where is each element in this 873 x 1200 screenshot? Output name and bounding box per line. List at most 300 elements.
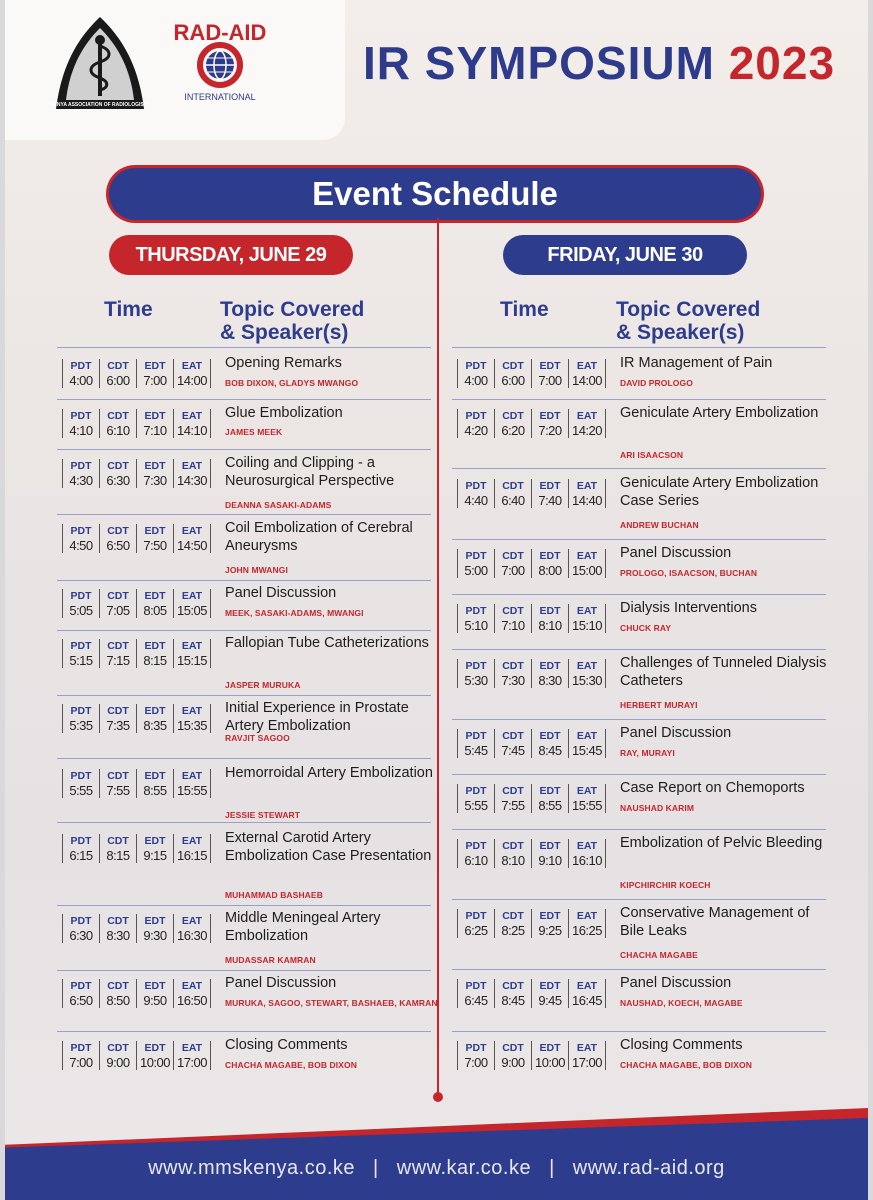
time-cell-edt xyxy=(531,359,568,388)
timezone-label: EAT xyxy=(576,410,598,422)
schedule-row xyxy=(457,475,837,545)
session-speakers: DEANNA SASAKI-ADAMS xyxy=(225,500,332,510)
timezone-label: CDT xyxy=(107,835,129,847)
time-value: 7:00 xyxy=(538,373,562,388)
time-cell-pdt xyxy=(457,909,494,938)
time-cell-cdt xyxy=(99,409,136,438)
time-cell-pdt xyxy=(62,704,99,733)
timezone-label: EAT xyxy=(181,640,203,652)
time-cell-eat xyxy=(173,1041,211,1070)
time-value: 6:20 xyxy=(501,423,525,438)
time-cell-pdt xyxy=(457,839,494,868)
time-grid xyxy=(457,479,606,508)
timezone-label: EDT xyxy=(539,840,561,852)
time-cell-cdt xyxy=(99,1041,136,1070)
time-cell-cdt xyxy=(494,1041,531,1070)
timezone-label: CDT xyxy=(107,640,129,652)
timezone-label: PDT xyxy=(465,550,487,562)
row-separator xyxy=(57,514,431,515)
timezone-label: EDT xyxy=(144,835,166,847)
time-value: 6:30 xyxy=(106,473,130,488)
time-value: 7:20 xyxy=(538,423,562,438)
session-topic: Closing Comments xyxy=(225,1037,348,1053)
time-value: 16:45 xyxy=(571,993,603,1008)
time-value: 15:10 xyxy=(571,618,603,633)
time-value: 9:25 xyxy=(538,923,562,938)
radaid-logo-text: RAD-AID xyxy=(173,20,267,45)
time-value: 15:55 xyxy=(571,798,603,813)
session-speakers: JAMES MEEK xyxy=(225,427,283,437)
timezone-label: EDT xyxy=(539,730,561,742)
session-speakers: CHACHA MAGABE, BOB DIXON xyxy=(620,1060,752,1070)
time-value: 5:10 xyxy=(464,618,488,633)
session-speakers: BOB DIXON, GLADYS MWANGO xyxy=(225,378,359,388)
time-cell-edt xyxy=(136,769,173,798)
session-speakers: RAVJIT SAGOO xyxy=(225,733,290,743)
time-cell-pdt xyxy=(62,359,99,388)
timezone-label: EAT xyxy=(181,835,203,847)
time-grid xyxy=(62,359,211,388)
time-value: 8:10 xyxy=(538,618,562,633)
schedule-row xyxy=(62,700,442,770)
time-grid xyxy=(62,1041,211,1070)
day-label-thursday: THURSDAY, JUNE 29 xyxy=(109,235,353,275)
kar-logo-icon xyxy=(50,14,150,116)
session-topic: Coiling and Clipping - a Neurosurgical Perspective xyxy=(225,455,395,489)
time-grid xyxy=(457,729,606,758)
time-cell-edt xyxy=(531,659,568,688)
session-speakers: MUHAMMAD BASHAEB xyxy=(225,890,323,900)
schedule-row xyxy=(457,975,837,1045)
logo-panel xyxy=(5,0,345,140)
time-grid xyxy=(62,979,211,1008)
time-value: 15:55 xyxy=(176,783,208,798)
time-cell-edt xyxy=(531,549,568,578)
time-cell-eat xyxy=(173,834,211,863)
row-separator xyxy=(57,758,431,759)
time-value: 7:00 xyxy=(501,563,525,578)
time-value: 15:45 xyxy=(571,743,603,758)
timezone-label: EDT xyxy=(144,410,166,422)
time-cell-edt xyxy=(531,479,568,508)
time-cell-eat xyxy=(568,604,606,633)
time-cell-eat xyxy=(173,639,211,668)
timezone-label: EAT xyxy=(181,915,203,927)
row-separator xyxy=(452,719,826,720)
time-cell-edt xyxy=(136,359,173,388)
timezone-label: EDT xyxy=(144,360,166,372)
time-value: 9:15 xyxy=(143,848,167,863)
topic-header-thursday xyxy=(220,298,364,344)
time-cell-edt xyxy=(531,409,568,438)
time-value: 8:30 xyxy=(538,673,562,688)
time-value: 4:30 xyxy=(69,473,93,488)
time-value: 14:50 xyxy=(176,538,208,553)
time-grid xyxy=(457,659,606,688)
timezone-label: CDT xyxy=(502,550,524,562)
timezone-label: PDT xyxy=(70,460,92,472)
time-cell-cdt xyxy=(99,769,136,798)
time-cell-edt xyxy=(136,834,173,863)
time-value: 6:15 xyxy=(69,848,93,863)
timezone-label: PDT xyxy=(70,835,92,847)
session-topic: Glue Embolization xyxy=(225,405,343,421)
timezone-label: PDT xyxy=(70,770,92,782)
timezone-label: PDT xyxy=(70,410,92,422)
session-topic: Challenges of Tunneled Dialysis Catheters xyxy=(620,655,827,689)
time-value: 9:30 xyxy=(143,928,167,943)
time-cell-eat xyxy=(568,784,606,813)
time-cell-eat xyxy=(568,409,606,438)
time-cell-pdt xyxy=(62,639,99,668)
session-speakers: MEEK, SASAKI-ADAMS, MWANGI xyxy=(225,608,364,618)
time-cell-cdt xyxy=(494,784,531,813)
time-grid xyxy=(457,909,606,938)
timezone-label: CDT xyxy=(502,840,524,852)
page-title xyxy=(363,37,836,89)
title-main: IR SYMPOSIUM xyxy=(363,37,715,89)
day-label-friday: FRIDAY, JUNE 30 xyxy=(503,235,747,275)
time-cell-edt xyxy=(136,409,173,438)
time-value: 7:30 xyxy=(143,473,167,488)
title-year: 2023 xyxy=(728,37,836,89)
timezone-label: EDT xyxy=(539,410,561,422)
time-cell-eat xyxy=(173,704,211,733)
time-value: 5:30 xyxy=(464,673,488,688)
timezone-label: CDT xyxy=(502,910,524,922)
timezone-label: EAT xyxy=(576,1042,598,1054)
time-value: 5:00 xyxy=(464,563,488,578)
timezone-label: PDT xyxy=(70,360,92,372)
time-value: 8:30 xyxy=(106,928,130,943)
time-cell-edt xyxy=(531,784,568,813)
time-value: 7:45 xyxy=(501,743,525,758)
time-value: 8:35 xyxy=(143,718,167,733)
timezone-label: EAT xyxy=(181,770,203,782)
session-topic: Dialysis Interventions xyxy=(620,600,757,616)
session-topic: Fallopian Tube Catheterizations xyxy=(225,635,429,651)
timezone-label: EAT xyxy=(576,840,598,852)
footer-link-mmskenya[interactable]: www.mmskenya.co.ke xyxy=(148,1157,356,1179)
time-grid xyxy=(62,769,211,798)
row-separator xyxy=(452,468,826,469)
timezone-label: CDT xyxy=(107,980,129,992)
time-value: 6:45 xyxy=(464,993,488,1008)
row-separator xyxy=(57,449,431,450)
timezone-label: EDT xyxy=(144,640,166,652)
time-value: 6:40 xyxy=(501,493,525,508)
row-separator xyxy=(452,829,826,830)
time-cell-cdt xyxy=(99,359,136,388)
row-separator xyxy=(452,649,826,650)
time-cell-pdt xyxy=(62,914,99,943)
time-value: 6:10 xyxy=(464,853,488,868)
time-cell-pdt xyxy=(457,359,494,388)
session-topic: Panel Discussion xyxy=(620,545,732,561)
time-cell-eat xyxy=(173,359,211,388)
time-value: 9:00 xyxy=(501,1055,525,1070)
timezone-label: CDT xyxy=(502,1042,524,1054)
session-speakers: MURUKA, SAGOO, STEWART, BASHAEB, KAMRAN xyxy=(225,998,438,1008)
time-value: 16:30 xyxy=(176,928,208,943)
session-speakers: ANDREW BUCHAN xyxy=(620,520,699,530)
time-value: 16:25 xyxy=(571,923,603,938)
time-cell-cdt xyxy=(494,659,531,688)
timezone-label: PDT xyxy=(465,730,487,742)
time-cell-pdt xyxy=(457,1041,494,1070)
time-cell-pdt xyxy=(457,549,494,578)
session-topic: Geniculate Artery Embolization xyxy=(620,405,819,421)
session-topic: IR Management of Pain xyxy=(620,355,773,371)
session-speakers: CHUCK RAY xyxy=(620,623,672,633)
time-value: 17:00 xyxy=(571,1055,603,1070)
timezone-label: CDT xyxy=(107,460,129,472)
session-speakers: MUDASSAR KAMRAN xyxy=(225,955,316,965)
time-grid xyxy=(62,834,211,863)
row-separator xyxy=(452,347,826,348)
timezone-label: EDT xyxy=(539,1042,561,1054)
time-value: 6:30 xyxy=(69,928,93,943)
time-cell-cdt xyxy=(99,524,136,553)
schedule-row xyxy=(62,830,442,900)
timezone-label: EAT xyxy=(576,550,598,562)
timezone-label: CDT xyxy=(107,1042,129,1054)
time-value: 4:40 xyxy=(464,493,488,508)
row-separator xyxy=(57,970,431,971)
time-value: 8:00 xyxy=(538,563,562,578)
row-separator xyxy=(452,774,826,775)
time-value: 5:15 xyxy=(69,653,93,668)
time-value: 17:00 xyxy=(176,1055,208,1070)
time-value: 14:20 xyxy=(571,423,603,438)
timezone-label: EDT xyxy=(144,915,166,927)
time-cell-pdt xyxy=(62,524,99,553)
timezone-label: EDT xyxy=(144,705,166,717)
time-cell-cdt xyxy=(99,459,136,488)
timezone-label: CDT xyxy=(502,410,524,422)
time-cell-pdt xyxy=(457,604,494,633)
footer-link-kar[interactable]: www.kar.co.ke xyxy=(396,1157,532,1179)
timezone-label: PDT xyxy=(465,1042,487,1054)
topic-header-line2: & Speaker(s) xyxy=(616,321,745,344)
session-topic: Closing Comments xyxy=(620,1037,743,1053)
row-separator xyxy=(452,969,826,970)
time-cell-cdt xyxy=(99,834,136,863)
radaid-logo-sub: INTERNATIONAL xyxy=(184,92,256,102)
time-value: 8:15 xyxy=(106,848,130,863)
time-value: 7:00 xyxy=(69,1055,93,1070)
time-value: 8:25 xyxy=(501,923,525,938)
timezone-label: CDT xyxy=(502,980,524,992)
timezone-label: EAT xyxy=(576,605,598,617)
time-cell-pdt xyxy=(62,459,99,488)
time-grid xyxy=(457,979,606,1008)
session-topic: Panel Discussion xyxy=(225,585,337,601)
timezone-label: EAT xyxy=(181,525,203,537)
topic-header-line1: Topic Covered xyxy=(220,298,365,321)
time-cell-eat xyxy=(568,359,606,388)
time-cell-cdt xyxy=(494,409,531,438)
time-grid xyxy=(62,459,211,488)
timezone-label: CDT xyxy=(502,605,524,617)
time-value: 8:10 xyxy=(501,853,525,868)
time-value: 15:35 xyxy=(176,718,208,733)
time-value: 5:55 xyxy=(464,798,488,813)
timezone-label: CDT xyxy=(107,410,129,422)
time-value: 4:10 xyxy=(69,423,93,438)
timezone-label: EAT xyxy=(181,460,203,472)
time-cell-pdt xyxy=(457,979,494,1008)
timezone-label: CDT xyxy=(107,360,129,372)
topic-header-line2: & Speaker(s) xyxy=(220,321,349,344)
time-cell-eat xyxy=(568,979,606,1008)
time-cell-eat xyxy=(173,914,211,943)
time-cell-eat xyxy=(568,659,606,688)
timezone-label: EDT xyxy=(144,980,166,992)
session-speakers: DAVID PROLOGO xyxy=(620,378,693,388)
timezone-label: EAT xyxy=(576,660,598,672)
time-value: 6:50 xyxy=(106,538,130,553)
time-cell-edt xyxy=(531,839,568,868)
time-cell-cdt xyxy=(494,549,531,578)
timezone-label: EDT xyxy=(539,660,561,672)
timezone-label: PDT xyxy=(70,525,92,537)
time-value: 14:00 xyxy=(176,373,208,388)
timezone-label: EAT xyxy=(181,360,203,372)
timezone-label: PDT xyxy=(465,480,487,492)
row-separator xyxy=(452,899,826,900)
timezone-label: EDT xyxy=(144,590,166,602)
time-value: 7:15 xyxy=(106,653,130,668)
schedule-row xyxy=(457,1037,837,1107)
time-cell-edt xyxy=(531,909,568,938)
session-speakers: PROLOGO, ISAACSON, BUCHAN xyxy=(620,568,758,578)
time-value: 8:05 xyxy=(143,603,167,618)
timezone-label: EAT xyxy=(181,410,203,422)
time-value: 15:15 xyxy=(176,653,208,668)
time-value: 9:50 xyxy=(143,993,167,1008)
kar-logo-text: KENYA ASSOCIATION OF RADIOLOGISTS xyxy=(50,102,150,108)
timezone-label: PDT xyxy=(70,705,92,717)
time-value: 7:35 xyxy=(106,718,130,733)
time-cell-cdt xyxy=(494,909,531,938)
time-value: 4:00 xyxy=(464,373,488,388)
row-separator xyxy=(57,347,431,348)
timezone-label: EAT xyxy=(576,730,598,742)
time-value: 6:00 xyxy=(501,373,525,388)
time-header-friday: Time xyxy=(500,298,549,321)
session-topic: Coil Embolization of Cerebral Aneurysms xyxy=(225,520,413,554)
timezone-label: CDT xyxy=(502,785,524,797)
time-grid xyxy=(457,1041,606,1070)
time-grid xyxy=(62,589,211,618)
time-grid xyxy=(457,604,606,633)
poster-page xyxy=(5,0,868,1200)
time-cell-pdt xyxy=(457,784,494,813)
time-value: 8:55 xyxy=(143,783,167,798)
time-cell-pdt xyxy=(457,659,494,688)
row-separator xyxy=(452,1031,826,1032)
timezone-label: CDT xyxy=(107,705,129,717)
schedule-row xyxy=(457,835,837,905)
time-cell-edt xyxy=(136,979,173,1008)
schedule-row xyxy=(457,655,837,725)
time-value: 8:15 xyxy=(143,653,167,668)
time-value: 9:10 xyxy=(538,853,562,868)
time-cell-edt xyxy=(136,459,173,488)
time-grid xyxy=(62,639,211,668)
timezone-label: EDT xyxy=(539,980,561,992)
session-speakers: RAY, MURAYI xyxy=(620,748,675,758)
time-value: 7:00 xyxy=(143,373,167,388)
time-value: 15:00 xyxy=(571,563,603,578)
timezone-label: PDT xyxy=(70,590,92,602)
timezone-label: PDT xyxy=(465,605,487,617)
time-value: 7:05 xyxy=(106,603,130,618)
timezone-label: CDT xyxy=(502,360,524,372)
time-value: 14:00 xyxy=(571,373,603,388)
timezone-label: EDT xyxy=(144,460,166,472)
timezone-label: PDT xyxy=(465,410,487,422)
time-value: 10:00 xyxy=(534,1055,566,1070)
time-value: 7:50 xyxy=(143,538,167,553)
footer-link-radaid[interactable]: www.rad-aid.org xyxy=(572,1157,725,1179)
session-topic: Embolization of Pelvic Bleeding xyxy=(620,835,823,851)
timezone-label: PDT xyxy=(70,1042,92,1054)
time-grid xyxy=(457,409,606,438)
time-cell-eat xyxy=(568,549,606,578)
time-cell-cdt xyxy=(99,639,136,668)
session-topic: Geniculate Artery Embolization Case Series xyxy=(620,475,819,509)
time-cell-eat xyxy=(173,589,211,618)
time-value: 7:55 xyxy=(501,798,525,813)
time-cell-pdt xyxy=(457,409,494,438)
time-value: 8:45 xyxy=(538,743,562,758)
timezone-label: PDT xyxy=(465,980,487,992)
time-value: 10:00 xyxy=(139,1055,171,1070)
time-cell-eat xyxy=(173,409,211,438)
row-separator xyxy=(452,594,826,595)
session-speakers: HERBERT MURAYI xyxy=(620,700,698,710)
time-value: 7:10 xyxy=(143,423,167,438)
timezone-label: EAT xyxy=(576,785,598,797)
topic-header-line1: Topic Covered xyxy=(616,298,761,321)
session-topic: Panel Discussion xyxy=(620,725,732,741)
timezone-label: CDT xyxy=(107,525,129,537)
session-speakers: JESSIE STEWART xyxy=(225,810,301,820)
time-value: 14:10 xyxy=(176,423,208,438)
time-value: 7:10 xyxy=(501,618,525,633)
timezone-label: EDT xyxy=(144,525,166,537)
timezone-label: CDT xyxy=(107,770,129,782)
time-cell-cdt xyxy=(494,729,531,758)
time-cell-eat xyxy=(173,459,211,488)
time-cell-pdt xyxy=(62,589,99,618)
time-cell-eat xyxy=(568,729,606,758)
time-grid xyxy=(457,549,606,578)
time-value: 9:00 xyxy=(106,1055,130,1070)
session-speakers: CHACHA MAGABE, BOB DIXON xyxy=(225,1060,357,1070)
time-cell-edt xyxy=(531,604,568,633)
time-cell-edt xyxy=(136,704,173,733)
row-separator xyxy=(452,399,826,400)
timezone-label: CDT xyxy=(502,480,524,492)
row-separator xyxy=(57,905,431,906)
time-cell-cdt xyxy=(494,479,531,508)
row-separator xyxy=(57,695,431,696)
session-topic: External Carotid Artery Embolization Case Presentation xyxy=(225,830,432,864)
session-topic: Panel Discussion xyxy=(225,975,337,991)
